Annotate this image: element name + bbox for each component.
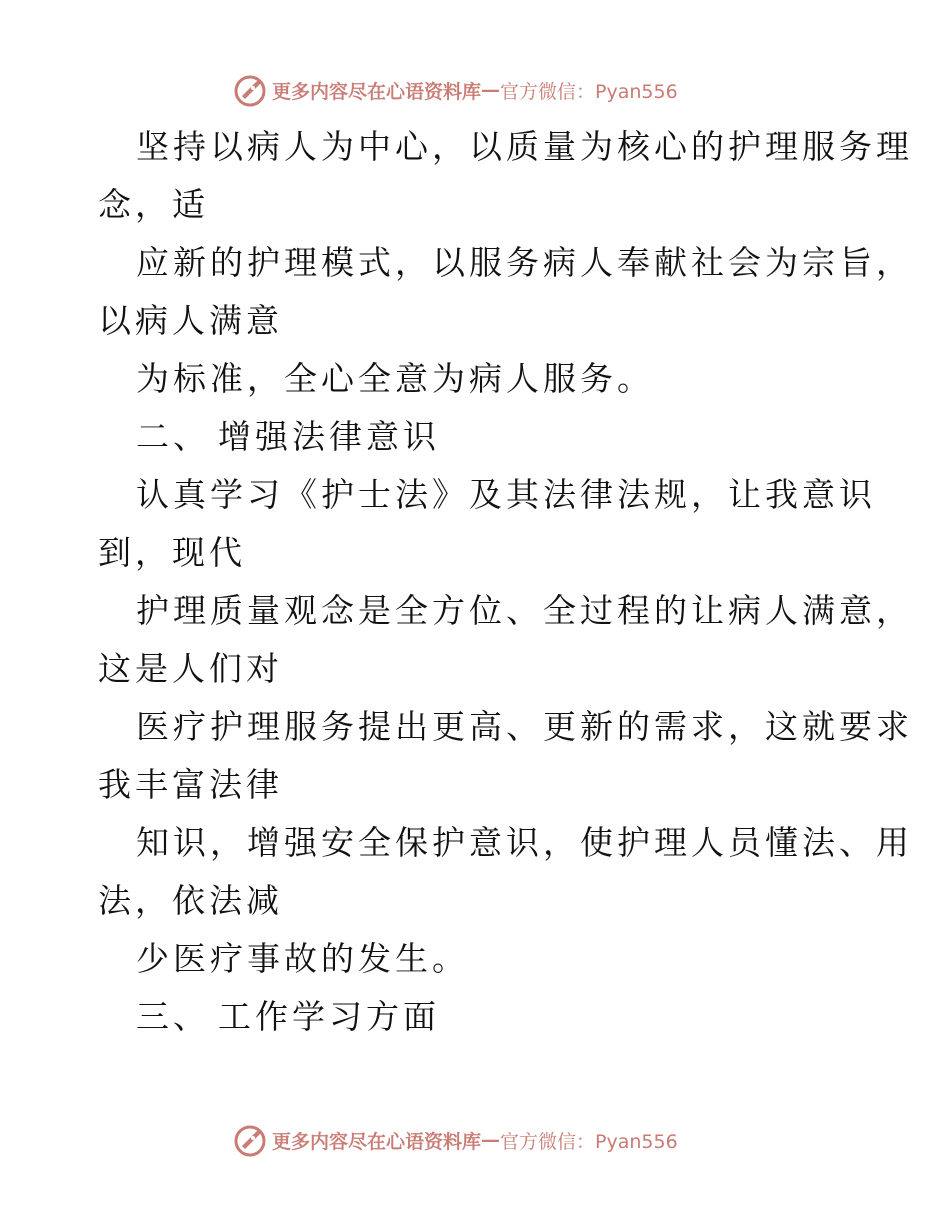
paragraph-line: 坚持以病人为中心，以质量为核心的护理服务理	[136, 127, 913, 166]
paragraph-line: 护理质量观念是全方位、全过程的让病人满意，	[136, 591, 913, 630]
section-title: 工作学习方面	[218, 997, 440, 1036]
paragraph-line: 应新的护理模式，以服务病人奉献社会为宗旨，	[136, 243, 913, 282]
paragraph-line: 为标准，全心全意为病人服务。	[136, 359, 654, 398]
paragraph-line: 知识，增强安全保护意识，使护理人员懂法、用	[136, 823, 913, 862]
paragraph-line: 这是人们对	[98, 649, 283, 688]
paragraph-line: 我丰富法律	[98, 765, 283, 804]
footer-banner-wechat: 官方微信：Pyan556	[500, 1130, 678, 1153]
section-title: 增强法律意识	[218, 417, 440, 456]
pen-nib-circle-logo-icon	[232, 1122, 268, 1158]
paragraph-line: 认真学习《护士法》及其法律法规，让我意识	[136, 475, 876, 514]
paragraph-line: 念，适	[98, 185, 209, 224]
header-banner-wechat: 官方微信：Pyan556	[500, 80, 678, 103]
footer-banner[interactable]	[232, 1120, 732, 1160]
section-number: 二、	[136, 417, 210, 456]
footer-banner-title: 更多内容尽在心语资料库	[272, 1130, 482, 1153]
pen-nib-circle-logo-icon	[232, 72, 268, 108]
section-number: 三、	[136, 997, 210, 1036]
paragraph-line: 以病人满意	[98, 301, 283, 340]
footer-banner-dash: —	[481, 1129, 501, 1151]
paragraph-line: 医疗护理服务提出更高、更新的需求，这就要求	[136, 707, 913, 746]
body-text	[98, 118, 913, 1046]
paragraph-line: 法，依法减	[98, 881, 283, 920]
header-banner-dash: —	[481, 79, 501, 101]
header-banner[interactable]	[232, 70, 732, 110]
paragraph-line: 少医疗事故的发生。	[136, 939, 469, 978]
section-heading-2	[98, 408, 868, 466]
paragraph-line: 到，现代	[98, 533, 246, 572]
section-heading-3	[98, 988, 868, 1046]
header-banner-title: 更多内容尽在心语资料库	[272, 80, 482, 103]
